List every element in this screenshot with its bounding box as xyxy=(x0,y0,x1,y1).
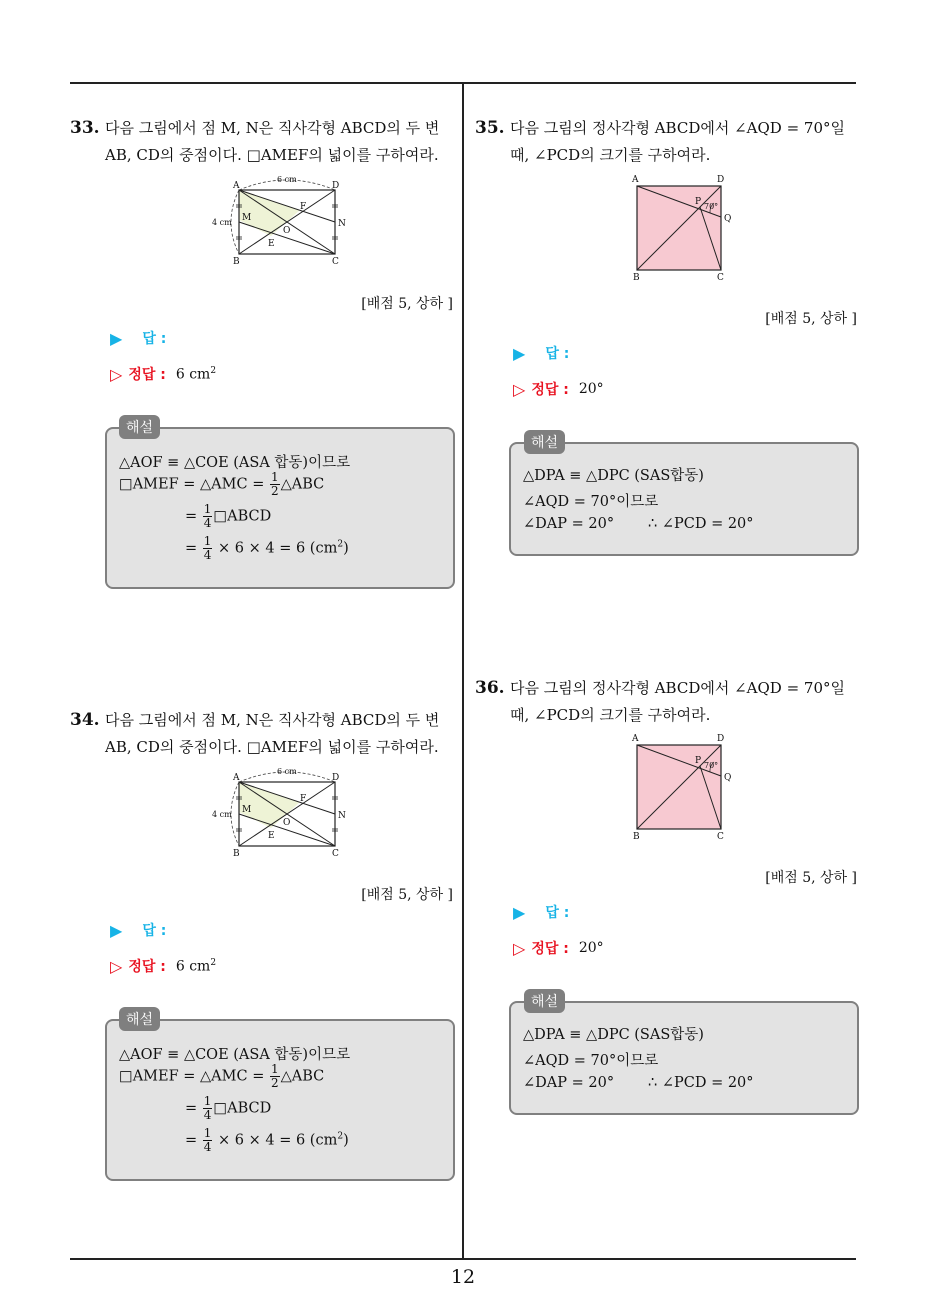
label-m: M xyxy=(242,213,252,223)
score-label: [배점 5, 상하 ] xyxy=(765,311,857,327)
answer-label: 답 : xyxy=(545,905,570,921)
label-a: A xyxy=(632,734,639,744)
solution-value: 6 $cm^2$ xyxy=(175,365,217,383)
problem-number: 36. xyxy=(475,678,505,698)
solution-row xyxy=(110,956,216,976)
answer-label: 답 : xyxy=(142,923,167,939)
label-c: C xyxy=(717,273,724,283)
width-label: 6 cm xyxy=(277,767,297,776)
label-e: E xyxy=(268,831,275,841)
bottom-rule xyxy=(70,1258,856,1260)
angle-label: 70° xyxy=(704,761,719,770)
label-f: F xyxy=(300,794,307,804)
solution-value: 20° xyxy=(578,940,604,956)
label-b: B xyxy=(233,257,240,267)
problem-35-text xyxy=(475,115,855,169)
solution-label: 정답 : xyxy=(531,382,569,398)
solution-value: 20° xyxy=(578,381,604,397)
solution-label: 정답 : xyxy=(128,959,166,975)
answer-label: 답 : xyxy=(142,331,167,347)
explanation-line-2: ∠AQD = 70°이므로 xyxy=(523,494,659,510)
label-d: D xyxy=(332,181,340,191)
problem-line-2: 때, ∠PCD의 크기를 구하여라. xyxy=(510,706,711,724)
label-b: B xyxy=(633,832,640,842)
problem-line-1: 다음 그림에서 점 M, N은 직사각형 ABCD의 두 변 xyxy=(105,711,440,729)
problem-33-text xyxy=(70,115,450,169)
page-number: 12 xyxy=(450,1266,476,1288)
column-divider xyxy=(462,83,464,1258)
explanation-line-3-conclusion: ∴ ∠PCD = 20° xyxy=(648,516,754,532)
problem-number: 35. xyxy=(475,118,505,138)
height-arc xyxy=(231,190,239,254)
problem-34-text xyxy=(70,707,450,761)
angle-label: 70° xyxy=(704,202,719,211)
outline-triangle-icon: ▷ xyxy=(110,364,123,384)
label-c: C xyxy=(332,257,339,267)
explanation-line-1: △DPA ≡ △DPC (SAS합동) xyxy=(523,468,704,484)
problem-line-2: 때, ∠PCD의 크기를 구하여라. xyxy=(510,146,711,164)
label-c: C xyxy=(717,832,724,842)
solution-label: 정답 : xyxy=(128,367,166,383)
label-a: A xyxy=(632,175,639,185)
explanation-line-1: △AOF ≡ △COE (ASA 합동)이므로 xyxy=(119,455,351,471)
height-arc xyxy=(231,782,239,846)
score-label: [배점 5, 상하 ] xyxy=(361,887,453,903)
label-e: E xyxy=(268,239,275,249)
explanation-line-4: = $\frac{1}{4}$ × 6 × 4 = 6 $(cm^2)$ xyxy=(185,1126,349,1154)
problem-line-1: 다음 그림의 정사각형 ABCD에서 ∠AQD = 70°일 xyxy=(510,679,846,697)
explanation-line-4: = $\frac{1}{4}$ × 6 × 4 = 6 $(cm^2)$ xyxy=(185,534,349,562)
answer-row xyxy=(513,902,569,922)
outline-triangle-icon: ▷ xyxy=(513,938,526,958)
problem-36-text xyxy=(475,675,855,729)
label-a: A xyxy=(233,181,240,191)
label-b: B xyxy=(633,273,640,283)
label-b: B xyxy=(233,849,240,859)
explanation-box xyxy=(105,1019,455,1181)
explanation-line-2: ∠AQD = 70°이므로 xyxy=(523,1053,659,1069)
problem-line-1: 다음 그림의 정사각형 ABCD에서 ∠AQD = 70°일 xyxy=(510,119,846,137)
score-label: [배점 5, 상하 ] xyxy=(765,870,857,886)
answer-row xyxy=(513,343,569,363)
answer-row xyxy=(110,328,166,348)
height-label: 4 cm xyxy=(212,810,232,819)
rectangle-figure-33 xyxy=(205,172,355,270)
problem-number: 33. xyxy=(70,118,100,138)
problem-line-2: AB, CD의 중점이다. □AMEF의 넓이를 구하여라. xyxy=(105,738,439,756)
solution-row xyxy=(513,379,604,399)
solution-row xyxy=(513,938,604,958)
label-c: C xyxy=(332,849,339,859)
outline-triangle-icon: ▷ xyxy=(513,379,526,399)
label-q: Q xyxy=(724,773,732,783)
play-icon: ▶ xyxy=(513,343,526,363)
label-q: Q xyxy=(724,214,732,224)
explanation-tag: 해설 xyxy=(119,1007,160,1031)
solution-row xyxy=(110,364,216,384)
label-d: D xyxy=(332,773,340,783)
width-label: 6 cm xyxy=(277,175,297,184)
rectangle-figure-34 xyxy=(205,764,355,862)
play-icon: ▶ xyxy=(513,902,526,922)
square-figure-36 xyxy=(625,731,740,843)
score-label: [배점 5, 상하 ] xyxy=(361,296,453,312)
explanation-box xyxy=(105,427,455,589)
square-figure-35 xyxy=(625,172,740,284)
explanation-box xyxy=(509,1001,859,1115)
answer-row xyxy=(110,920,166,940)
label-p: P xyxy=(695,197,702,207)
explanation-line-2: □AMEF = △AMC = $\frac{1}{2}$ △ABC xyxy=(119,1062,325,1090)
problem-line-2: AB, CD의 중점이다. □AMEF의 넓이를 구하여라. xyxy=(105,146,439,164)
label-n: N xyxy=(338,219,346,229)
explanation-tag: 해설 xyxy=(119,415,160,439)
problem-line-1: 다음 그림에서 점 M, N은 직사각형 ABCD의 두 변 xyxy=(105,119,440,137)
answer-label: 답 : xyxy=(545,346,570,362)
play-icon: ▶ xyxy=(110,328,123,348)
solution-value: 6 $cm^2$ xyxy=(175,957,217,975)
explanation-line-3-conclusion: ∴ ∠PCD = 20° xyxy=(648,1075,754,1091)
explanation-line-1: △DPA ≡ △DPC (SAS합동) xyxy=(523,1027,704,1043)
label-m: M xyxy=(242,805,252,815)
label-n: N xyxy=(338,811,346,821)
label-p: P xyxy=(695,756,702,766)
solution-label: 정답 : xyxy=(531,941,569,957)
explanation-line-3: = $\frac{1}{4}$ □ABCD xyxy=(185,502,272,530)
play-icon: ▶ xyxy=(110,920,123,940)
label-a: A xyxy=(233,773,240,783)
explanation-tag: 해설 xyxy=(524,430,565,454)
label-f: F xyxy=(300,202,307,212)
explanation-line-3: ∠DAP = 20° xyxy=(523,1075,615,1091)
explanation-box xyxy=(509,442,859,556)
label-d: D xyxy=(717,734,725,744)
problem-number: 34. xyxy=(70,710,100,730)
label-d: D xyxy=(717,175,725,185)
outline-triangle-icon: ▷ xyxy=(110,956,123,976)
explanation-line-3: ∠DAP = 20° xyxy=(523,516,615,532)
label-o: O xyxy=(283,226,291,236)
height-label: 4 cm xyxy=(212,218,232,227)
label-o: O xyxy=(283,818,291,828)
explanation-line-3: = $\frac{1}{4}$ □ABCD xyxy=(185,1094,272,1122)
explanation-line-2: □AMEF = △AMC = $\frac{1}{2}$ △ABC xyxy=(119,470,325,498)
explanation-line-1: △AOF ≡ △COE (ASA 합동)이므로 xyxy=(119,1047,351,1063)
explanation-tag: 해설 xyxy=(524,989,565,1013)
